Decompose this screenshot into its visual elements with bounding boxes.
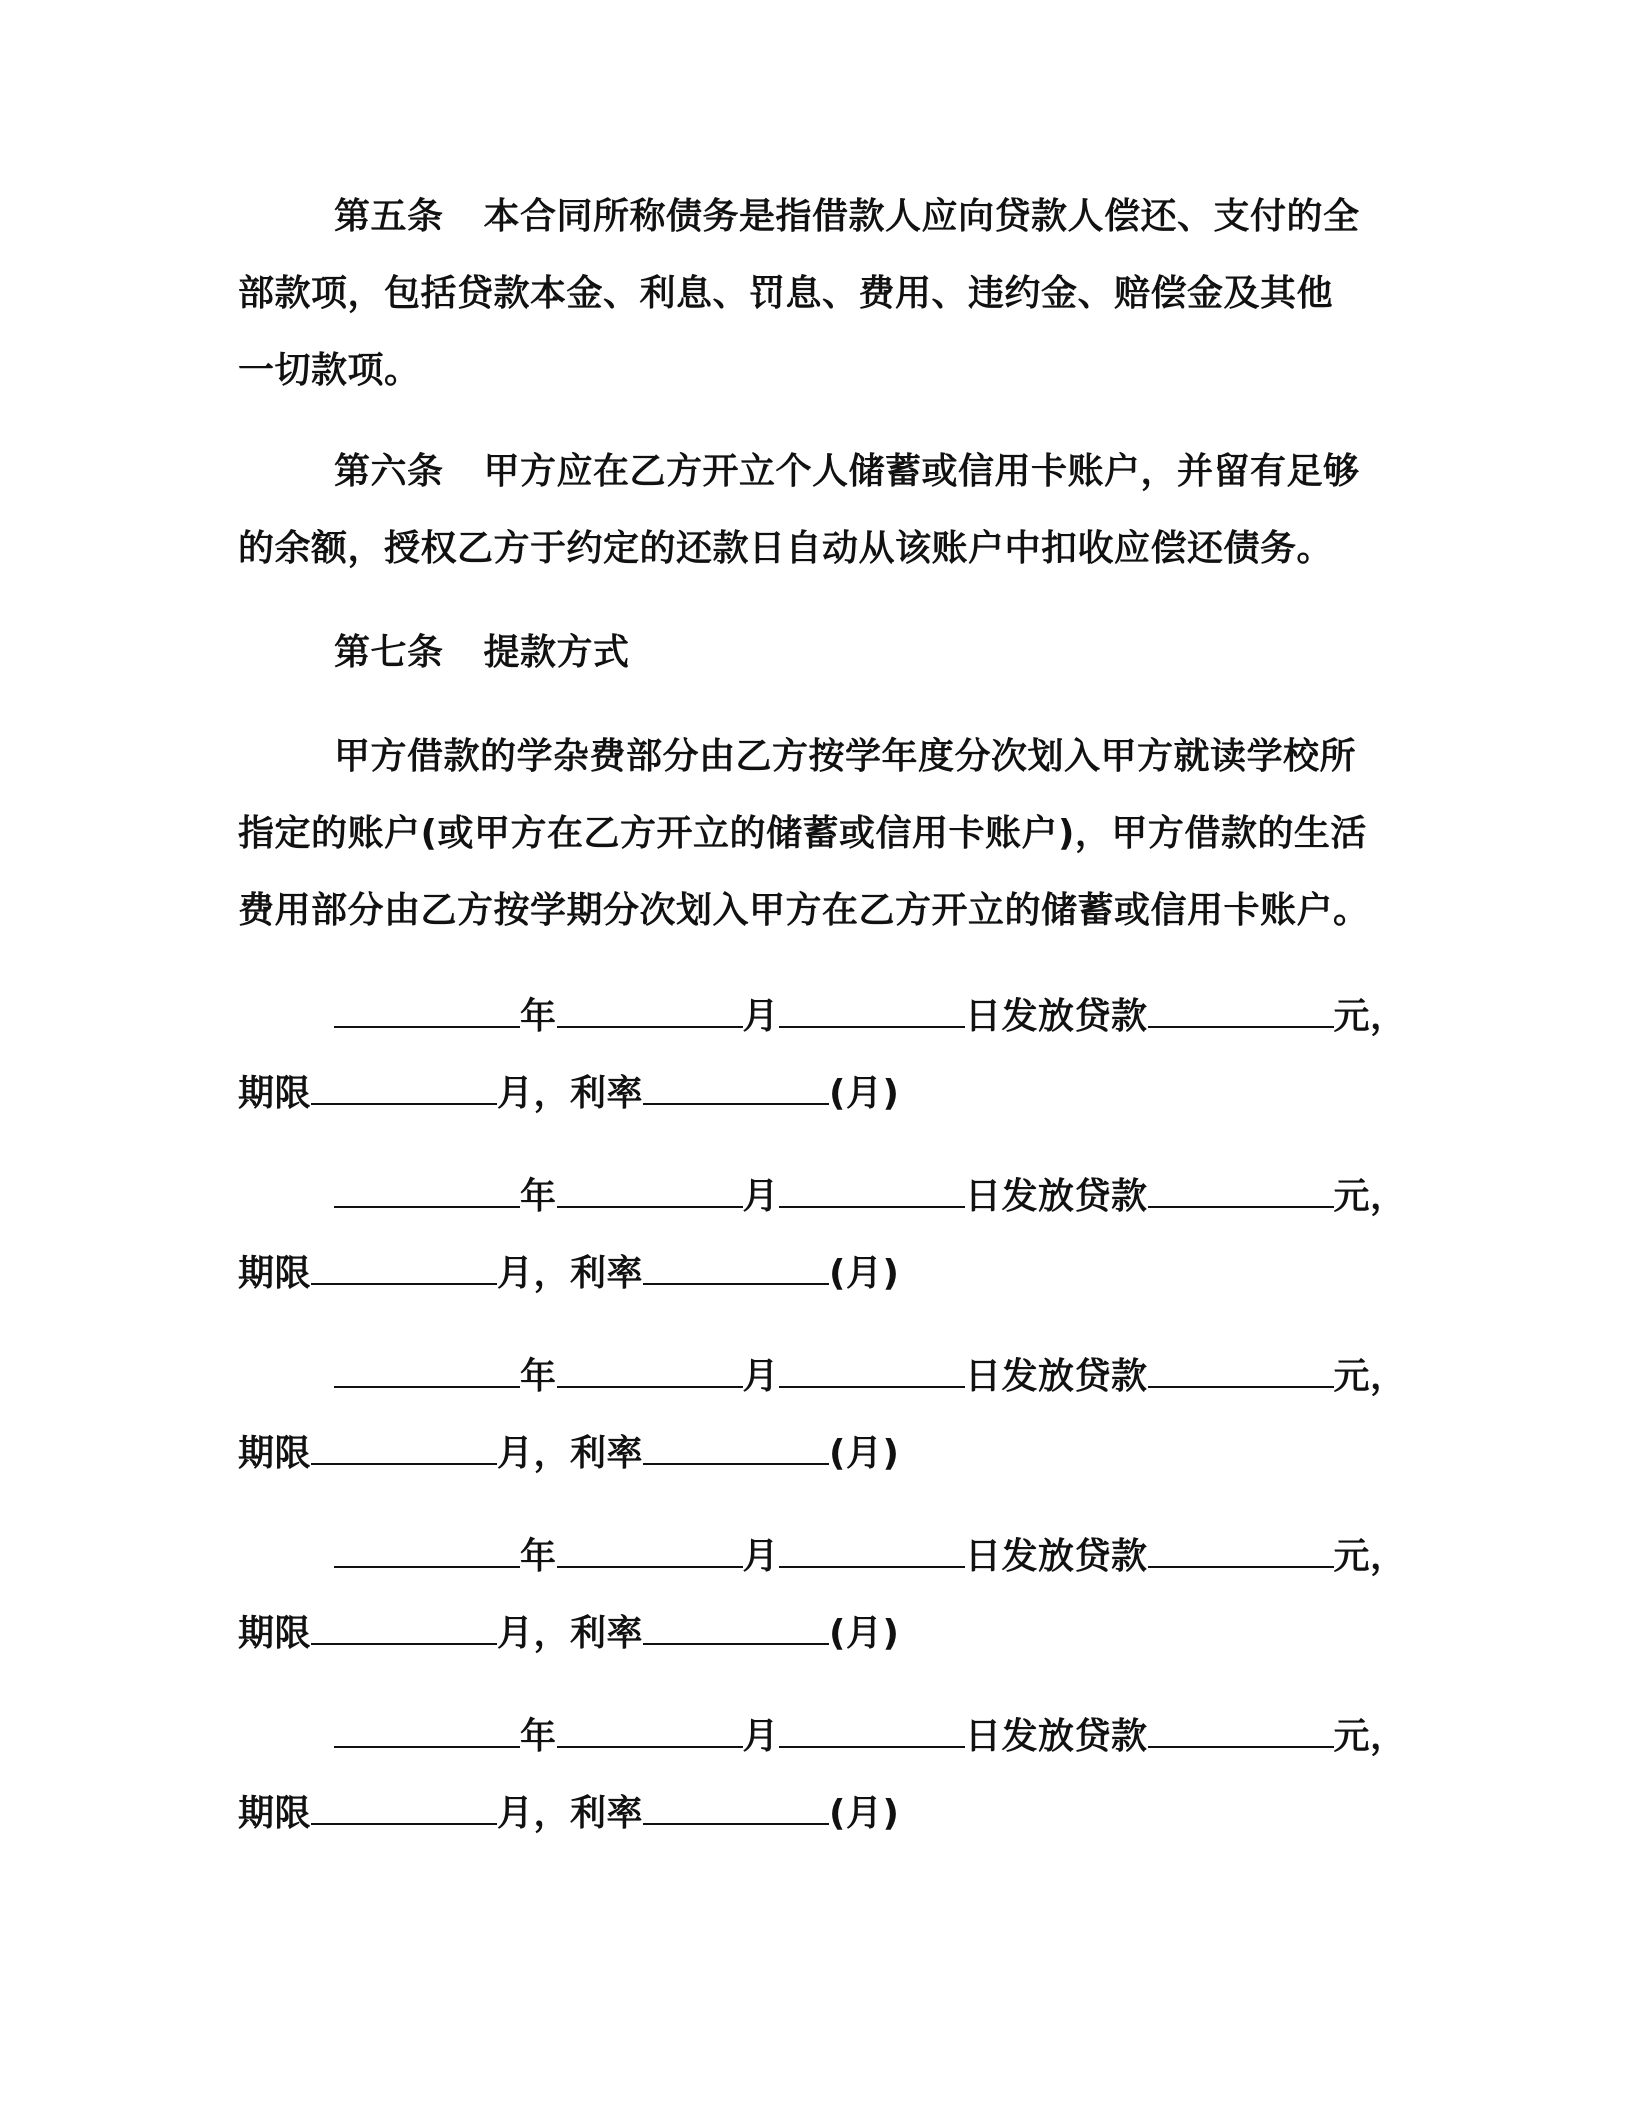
year-blank[interactable] (334, 996, 520, 1028)
month-blank[interactable] (557, 1716, 743, 1748)
article-6-text-1: 甲方应在乙方开立个人储蓄或信用卡账户，并留有足够 (483, 451, 1360, 492)
article-6-heading: 第六条 (334, 451, 444, 492)
amount-blank[interactable] (1148, 1716, 1334, 1748)
rate-unit-label: (月) (829, 1073, 900, 1114)
rate-blank[interactable] (643, 1253, 829, 1285)
article-7-heading: 第七条 (334, 632, 444, 673)
disbursement-date-line (238, 1518, 1408, 1595)
month-label: 月 (742, 1536, 780, 1577)
disbursement-date-line (238, 1698, 1408, 1775)
day-blank[interactable] (779, 996, 965, 1028)
yuan-label: 元， (1333, 1176, 1407, 1217)
rate-unit-label: (月) (829, 1613, 900, 1654)
disbursement-term-line (238, 1235, 1408, 1312)
rate-blank[interactable] (643, 1613, 829, 1645)
term-month-label: 月，利率 (497, 1073, 644, 1114)
term-blank[interactable] (311, 1253, 497, 1285)
year-blank[interactable] (334, 1176, 520, 1208)
term-month-label: 月，利率 (497, 1433, 644, 1474)
year-label: 年 (520, 1356, 557, 1397)
month-label: 月 (742, 1356, 780, 1397)
month-blank[interactable] (557, 996, 743, 1028)
disbursement-date-line (238, 978, 1408, 1055)
day-blank[interactable] (779, 1356, 965, 1388)
year-label: 年 (520, 1176, 557, 1217)
term-label: 期限 (238, 1613, 312, 1654)
month-blank[interactable] (557, 1536, 743, 1568)
day-release-label: 日发放贷款 (965, 1716, 1148, 1757)
amount-blank[interactable] (1148, 1176, 1334, 1208)
amount-blank[interactable] (1148, 1356, 1334, 1388)
year-label: 年 (520, 1716, 557, 1757)
term-blank[interactable] (311, 1613, 497, 1645)
disbursement-entry-1 (238, 978, 1408, 1132)
month-label: 月 (742, 1716, 780, 1757)
month-label: 月 (742, 1176, 780, 1217)
rate-blank[interactable] (643, 1433, 829, 1465)
disbursement-entry-4 (238, 1518, 1408, 1672)
yuan-label: 元， (1333, 996, 1407, 1037)
disbursement-date-line (238, 1158, 1408, 1235)
year-blank[interactable] (334, 1356, 520, 1388)
disbursement-term-line (238, 1775, 1408, 1852)
withdrawal-paragraph (238, 718, 1408, 949)
term-blank[interactable] (311, 1073, 497, 1105)
term-blank[interactable] (311, 1433, 497, 1465)
day-blank[interactable] (779, 1536, 965, 1568)
yuan-label: 元， (1333, 1536, 1407, 1577)
day-release-label: 日发放贷款 (965, 1176, 1148, 1217)
disbursement-term-line (238, 1415, 1408, 1492)
rate-blank[interactable] (643, 1073, 829, 1105)
article-7-title: 提款方式 (483, 632, 630, 673)
term-month-label: 月，利率 (497, 1253, 644, 1294)
disbursement-entry-3 (238, 1338, 1408, 1492)
year-blank[interactable] (334, 1536, 520, 1568)
rate-unit-label: (月) (829, 1793, 900, 1834)
disbursement-entry-5 (238, 1698, 1408, 1852)
article-6-line-2: 的余额，授权乙方于约定的还款日自动从该账户中扣收应偿还债务。 (238, 528, 1334, 569)
yuan-label: 元， (1333, 1356, 1407, 1397)
article-6-line-1 (238, 433, 1408, 510)
day-release-label: 日发放贷款 (965, 996, 1148, 1037)
rate-blank[interactable] (643, 1793, 829, 1825)
year-label: 年 (520, 996, 557, 1037)
term-month-label: 月，利率 (497, 1793, 644, 1834)
term-month-label: 月，利率 (497, 1613, 644, 1654)
article-5 (238, 178, 1408, 409)
rate-unit-label: (月) (829, 1253, 900, 1294)
term-label: 期限 (238, 1433, 312, 1474)
withdrawal-line-3: 费用部分由乙方按学期分次划入甲方在乙方开立的储蓄或信用卡账户。 (238, 890, 1370, 931)
disbursement-date-line (238, 1338, 1408, 1415)
article-5-line-1 (238, 178, 1408, 255)
article-5-text-1: 本合同所称债务是指借款人应向贷款人偿还、支付的全 (483, 196, 1360, 237)
term-label: 期限 (238, 1073, 312, 1114)
month-blank[interactable] (557, 1356, 743, 1388)
day-blank[interactable] (779, 1176, 965, 1208)
yuan-label: 元， (1333, 1716, 1407, 1757)
rate-unit-label: (月) (829, 1433, 900, 1474)
amount-blank[interactable] (1148, 1536, 1334, 1568)
term-label: 期限 (238, 1253, 312, 1294)
article-7-line-1 (238, 614, 1408, 691)
article-5-line-3: 一切款项。 (238, 350, 421, 391)
disbursement-term-line (238, 1595, 1408, 1672)
year-blank[interactable] (334, 1716, 520, 1748)
day-release-label: 日发放贷款 (965, 1536, 1148, 1577)
term-label: 期限 (238, 1793, 312, 1834)
disbursement-entry-2 (238, 1158, 1408, 1312)
article-6 (238, 433, 1408, 587)
month-blank[interactable] (557, 1176, 743, 1208)
withdrawal-line-2: 指定的账户(或甲方在乙方开立的储蓄或信用卡账户)，甲方借款的生活 (238, 813, 1367, 854)
withdrawal-line-1: 甲方借款的学杂费部分由乙方按学年度分次划入甲方就读学校所 (334, 736, 1357, 777)
article-5-line-2: 部款项，包括贷款本金、利息、罚息、费用、违约金、赔偿金及其他 (238, 273, 1334, 314)
article-5-heading: 第五条 (334, 196, 444, 237)
year-label: 年 (520, 1536, 557, 1577)
article-7 (238, 614, 1408, 691)
amount-blank[interactable] (1148, 996, 1334, 1028)
term-blank[interactable] (311, 1793, 497, 1825)
disbursement-term-line (238, 1055, 1408, 1132)
month-label: 月 (742, 996, 780, 1037)
day-blank[interactable] (779, 1716, 965, 1748)
day-release-label: 日发放贷款 (965, 1356, 1148, 1397)
